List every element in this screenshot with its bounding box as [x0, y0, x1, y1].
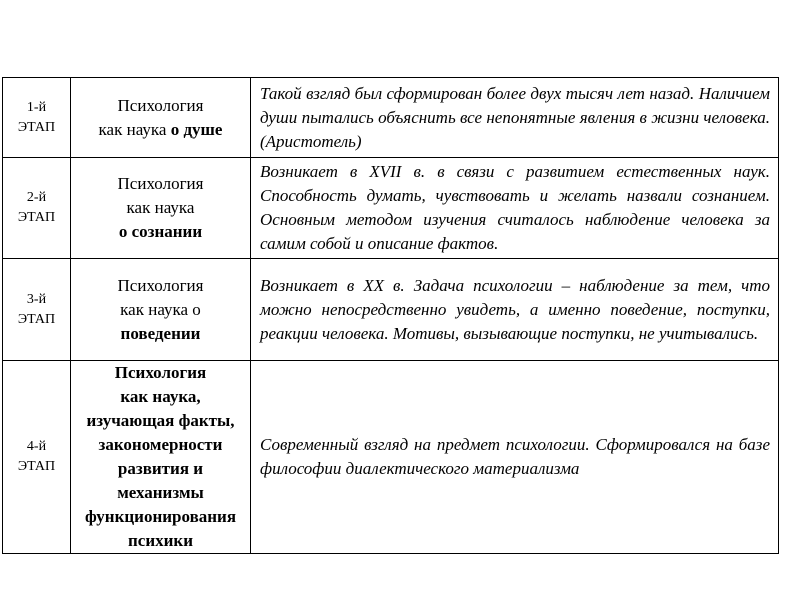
topic-line: закономерности: [98, 435, 223, 454]
table-row: [3, 259, 779, 361]
stage-description: Современный взгляд на предмет психологии. Сформировался на базе философии диалектического материализма: [251, 361, 779, 554]
stage-label: [3, 259, 71, 361]
stage-label: [3, 361, 71, 554]
topic-line: Психология: [117, 174, 204, 193]
topic-line: как наука о: [120, 299, 201, 319]
topic-line: Психология: [117, 95, 204, 115]
topic-line: о сознании: [118, 222, 203, 241]
stage-topic: [71, 361, 251, 554]
topic-line: как наука: [126, 198, 195, 217]
topic-line: Психология: [117, 275, 204, 295]
topic-bold-tail: о душе: [170, 119, 223, 139]
stage-word: ЭТАП: [17, 459, 56, 474]
stage-number: 4-й: [26, 439, 47, 454]
stage-word: ЭТАП: [17, 119, 56, 135]
topic-line: изучающая факты,: [86, 411, 235, 430]
topic-line: механизмы: [117, 483, 204, 502]
topic-line: развития и: [117, 459, 204, 478]
psychology-stages-table: [2, 77, 779, 554]
stage-description: Возникает в XVII в. в связи с развитием естественных наук. Способность думать, чувствовать и желать назвали сознанием. Основным методом изучения считалось наблюдение человека за самим собой и описание фактов.: [251, 158, 779, 259]
stage-topic: [71, 78, 251, 158]
topic-line: как наука о душе: [98, 119, 223, 139]
table-row: [3, 78, 779, 158]
table-row: [3, 158, 779, 259]
topic-line: функционирования: [84, 507, 237, 526]
stage-word: ЭТАП: [17, 210, 56, 225]
stage-description: Возникает в ХХ в. Задача психологии – наблюдение за тем, что можно непосредственно увидеть, а именно поведение, поступки, реакции человека. Мотивы, вызывающие поступки, не учитывались.: [251, 259, 779, 361]
stage-description: Такой взгляд был сформирован более двух тысяч лет назад. Наличием души пытались объяснить все непонятные явления в жизни человека. (Аристотель): [251, 78, 779, 158]
stage-word: ЭТАП: [17, 311, 56, 327]
stage-label: [3, 78, 71, 158]
topic-line: как наука,: [120, 387, 201, 406]
stage-label: [3, 158, 71, 259]
stage-number: 2-й: [26, 190, 47, 205]
stage-number: 1-й: [26, 99, 47, 115]
stage-number: 3-й: [26, 291, 47, 307]
stage-topic: [71, 259, 251, 361]
topic-line: психики: [127, 531, 194, 550]
stage-topic: [71, 158, 251, 259]
topic-line: Психология: [114, 363, 207, 382]
table-row: [3, 361, 779, 554]
topic-line: поведении: [120, 323, 201, 343]
